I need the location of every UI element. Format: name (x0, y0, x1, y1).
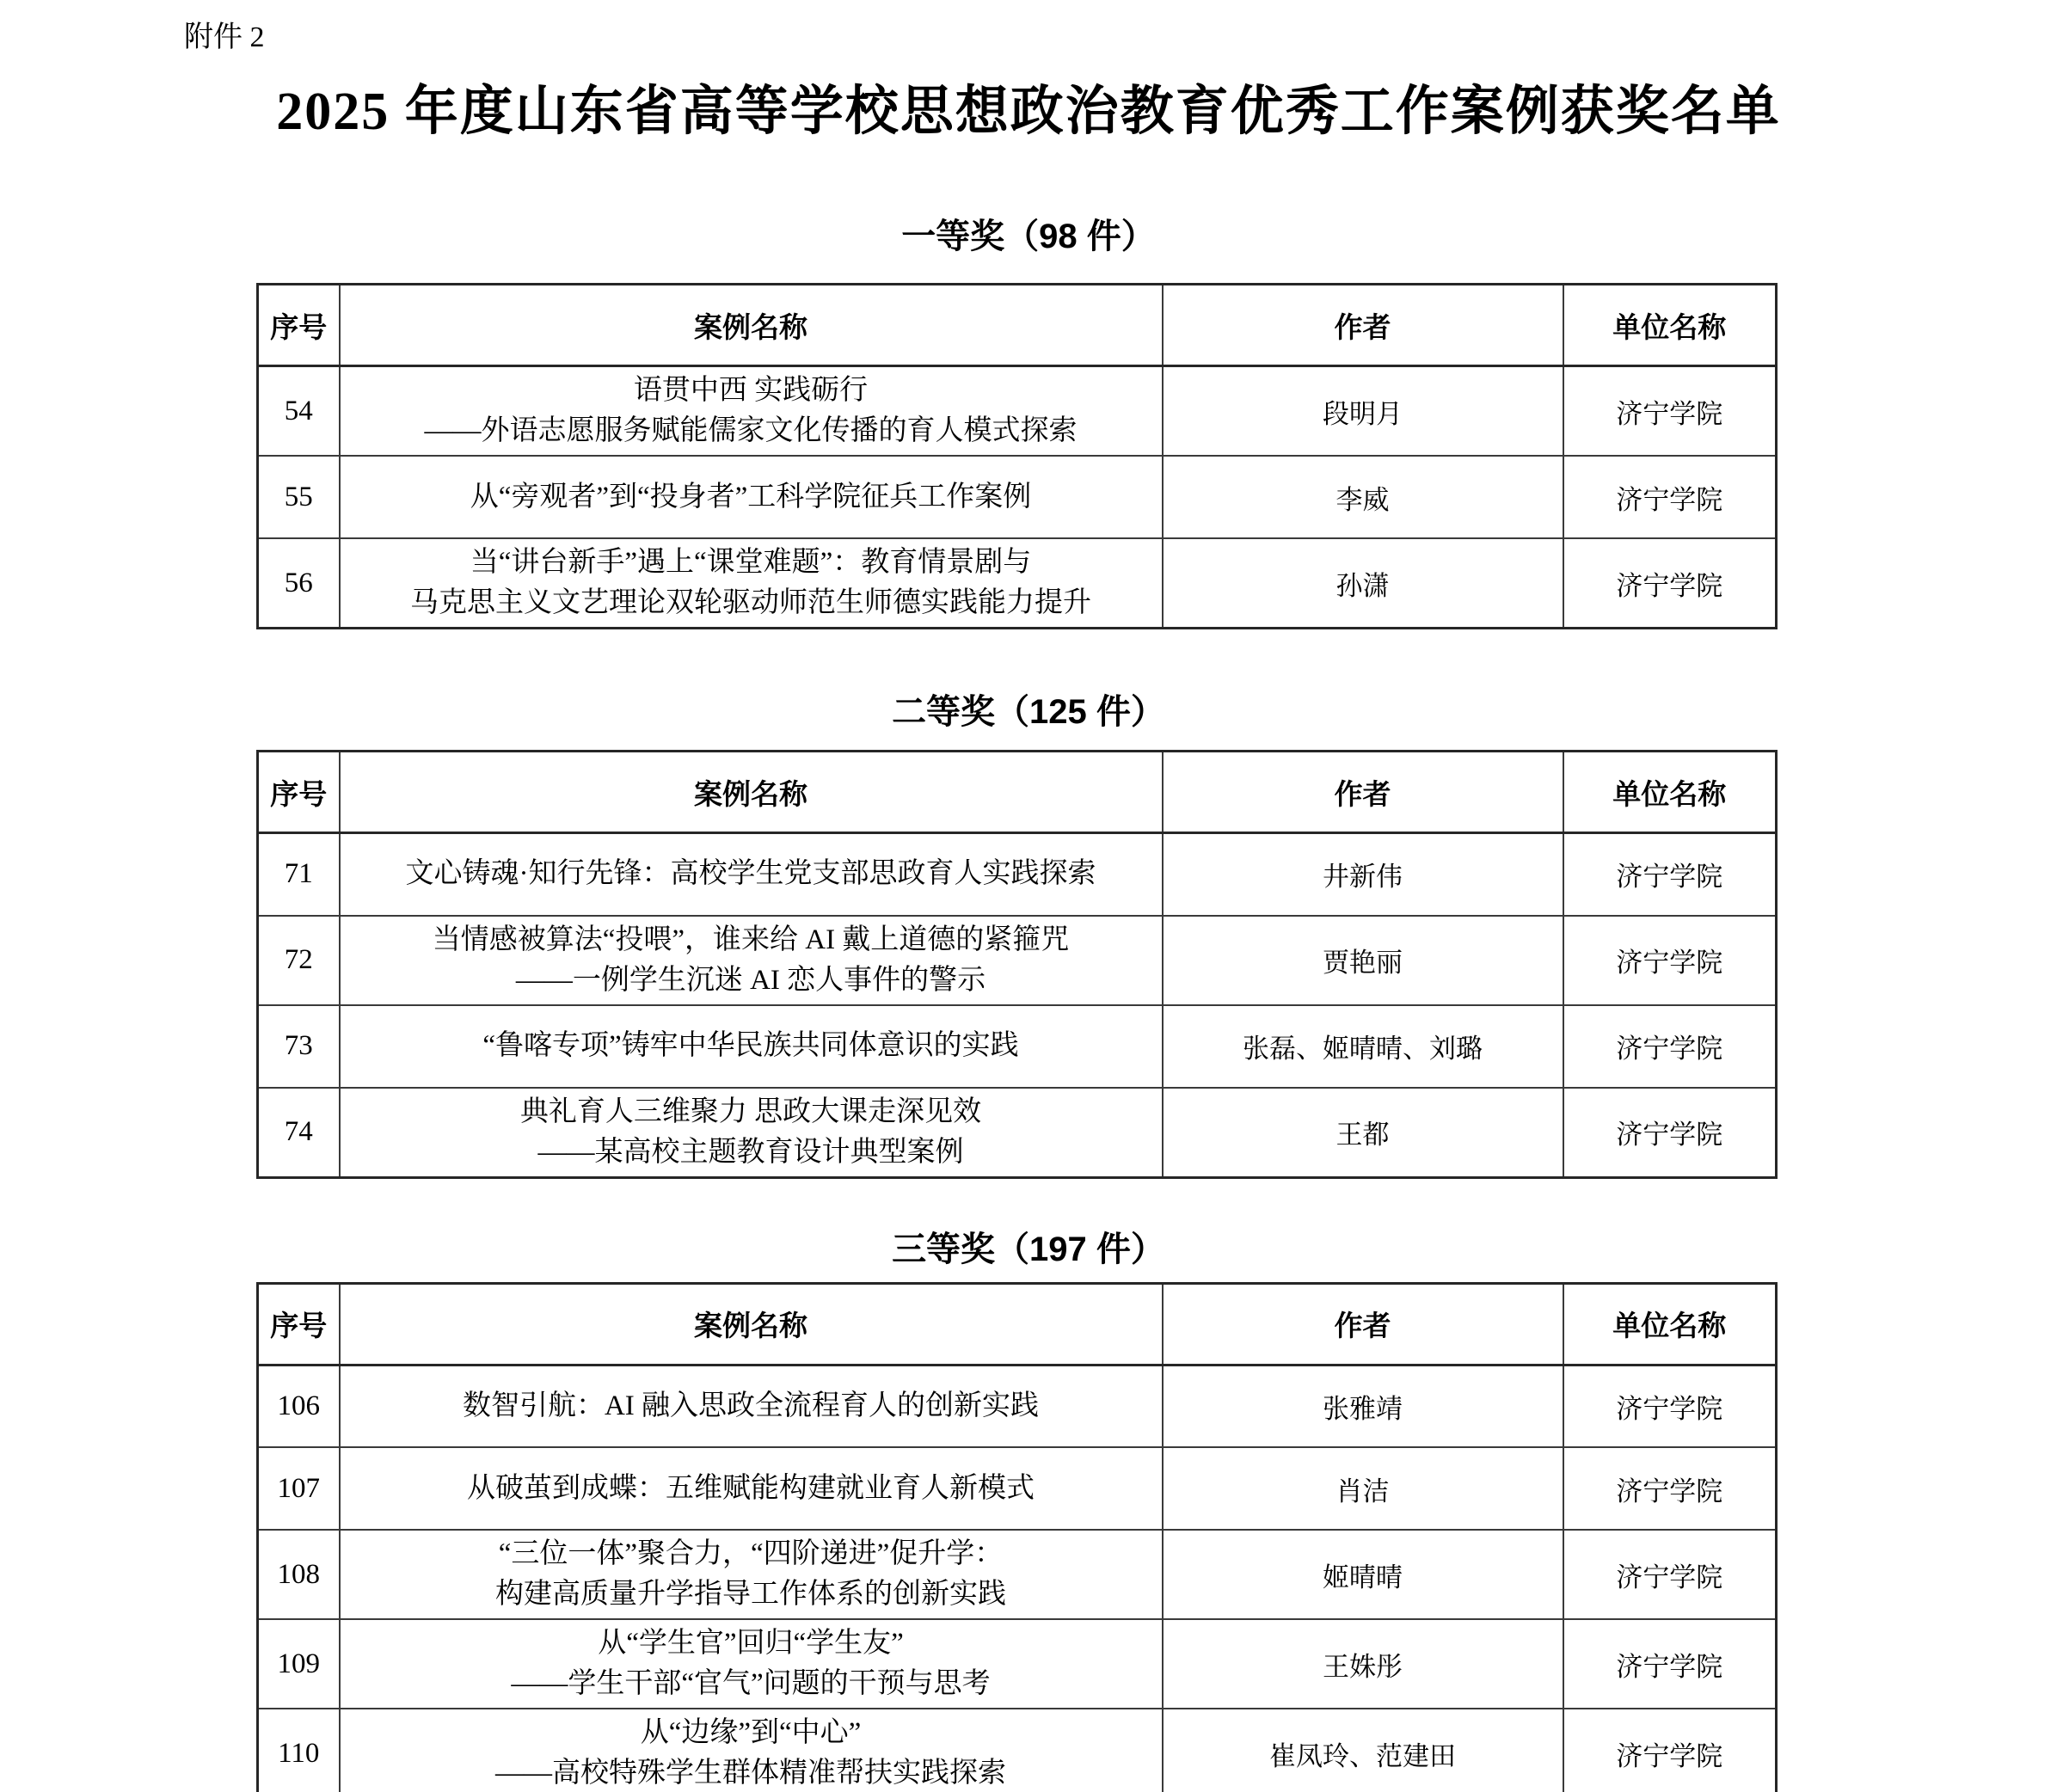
author-cell: 崔凤玲、范建田 (1163, 1709, 1563, 1792)
org-cell: 济宁学院 (1563, 1709, 1777, 1792)
author-cell: 贾艳丽 (1163, 916, 1563, 1005)
author-cell: 井新伟 (1163, 833, 1563, 916)
org-cell: 济宁学院 (1563, 916, 1777, 1005)
author-cell: 肖洁 (1163, 1447, 1563, 1530)
table-row (258, 1005, 1777, 1088)
case-number-cell: 54 (258, 366, 340, 457)
case-number-cell: 55 (258, 456, 340, 538)
case-name-cell (340, 1365, 1163, 1447)
section-heading-second-prize: 二等奖（125 件） (892, 693, 1165, 732)
column-header-author: 作者 (1163, 285, 1563, 366)
author-cell: 李威 (1163, 456, 1563, 538)
case-number-cell: 73 (258, 1005, 340, 1088)
case-name-cell (340, 916, 1163, 1005)
case-name-line: 文心铸魂·知行先锋：高校学生党支部思政育人实践探索 (405, 858, 1096, 890)
page-title: 2025 年度山东省高等学校思想政治教育优秀工作案例获奖名单 (276, 82, 1781, 141)
org-cell: 济宁学院 (1563, 1005, 1777, 1088)
case-name-line: ——高校特殊学生群体精准帮扶实践探索 (495, 1758, 1006, 1789)
column-header-case-name: 案例名称 (340, 752, 1163, 833)
case-name-line: 从破茧到成蝶：五维赋能构建就业育人新模式 (467, 1472, 1035, 1504)
section-heading-third-prize: 三等奖（197 件） (892, 1230, 1165, 1268)
author-cell: 王姝彤 (1163, 1619, 1563, 1709)
org-cell: 济宁学院 (1563, 456, 1777, 538)
case-name-cell (340, 366, 1163, 457)
author-cell: 段明月 (1163, 366, 1563, 457)
case-name-line: ——学生干部“官气”问题的干预与思考 (511, 1668, 991, 1700)
case-name-cell (340, 1709, 1163, 1792)
award-table-first-prize (256, 283, 1778, 629)
case-number-cell: 107 (258, 1447, 340, 1530)
case-number-cell: 72 (258, 916, 340, 1005)
case-number-cell: 71 (258, 833, 340, 916)
case-name-line: “鲁喀专项”铸牢中华民族共同体意识的实践 (482, 1030, 1019, 1062)
section-first-prize (0, 216, 2057, 629)
org-cell: 济宁学院 (1563, 1530, 1777, 1619)
case-name-line: 当“讲台新手”遇上“课堂难题”：教育情景剧与 (470, 547, 1032, 579)
org-cell: 济宁学院 (1563, 366, 1777, 457)
header-row (258, 752, 1777, 833)
column-header-org: 单位名称 (1563, 285, 1777, 366)
org-cell: 济宁学院 (1563, 833, 1777, 916)
case-number-cell: 56 (258, 538, 340, 629)
table-row (258, 1447, 1777, 1530)
table-header (258, 285, 1777, 366)
case-number-cell: 108 (258, 1530, 340, 1619)
org-cell: 济宁学院 (1563, 1619, 1777, 1709)
section-third-prize (0, 1229, 2057, 1792)
case-number-cell: 109 (258, 1619, 340, 1709)
table-row (258, 1619, 1777, 1709)
table-row (258, 1365, 1777, 1447)
case-name-line: 典礼育人三维聚力 思政大课走深见效 (519, 1095, 982, 1127)
case-name-line: 数智引航：AI 融入思政全流程育人的创新实践 (462, 1390, 1040, 1421)
table-row (258, 538, 1777, 629)
section-heading-first-prize: 一等奖（98 件） (901, 218, 1156, 256)
case-name-line: ——外语志愿服务赋能儒家文化传播的育人模式探索 (424, 415, 1078, 447)
author-cell: 孙潇 (1163, 538, 1563, 629)
table-row (258, 916, 1777, 1005)
table-row (258, 1088, 1777, 1178)
case-name-cell (340, 1447, 1163, 1530)
org-cell: 济宁学院 (1563, 1365, 1777, 1447)
author-cell: 张磊、姬晴晴、刘璐 (1163, 1005, 1563, 1088)
column-header-no: 序号 (258, 752, 340, 833)
table-header (258, 752, 1777, 833)
award-table-third-prize (256, 1282, 1778, 1792)
org-cell: 济宁学院 (1563, 538, 1777, 629)
case-name-cell (340, 538, 1163, 629)
table-header (258, 1283, 1777, 1365)
column-header-org: 单位名称 (1563, 1283, 1777, 1365)
column-header-case-name: 案例名称 (340, 1283, 1163, 1365)
case-number-cell: 110 (258, 1709, 340, 1792)
table-row (258, 366, 1777, 457)
case-name-line: 从“边缘”到“中心” (640, 1717, 862, 1749)
section-second-prize (0, 691, 2057, 1179)
case-name-line: 构建高质量升学指导工作体系的创新实践 (495, 1579, 1006, 1611)
case-name-line: ——某高校主题教育设计典型案例 (537, 1136, 964, 1168)
case-name-cell (340, 456, 1163, 538)
org-cell: 济宁学院 (1563, 1088, 1777, 1178)
author-cell: 张雅靖 (1163, 1365, 1563, 1447)
column-header-org: 单位名称 (1563, 752, 1777, 833)
column-header-no: 序号 (258, 1283, 340, 1365)
case-name-cell (340, 1530, 1163, 1619)
table-row (258, 833, 1777, 916)
header-row (258, 285, 1777, 366)
table-row (258, 1709, 1777, 1792)
case-name-line: 从“学生官”回归“学生友” (598, 1628, 904, 1660)
attachment-label: 附件 2 (184, 21, 265, 53)
org-cell: 济宁学院 (1563, 1447, 1777, 1530)
case-name-line: 从“旁观者”到“投身者”工科学院征兵工作案例 (470, 481, 1032, 512)
column-header-author: 作者 (1163, 752, 1563, 833)
author-cell: 姬晴晴 (1163, 1530, 1563, 1619)
case-name-cell (340, 833, 1163, 916)
case-name-cell (340, 1619, 1163, 1709)
case-name-cell (340, 1005, 1163, 1088)
author-cell: 王都 (1163, 1088, 1563, 1178)
column-header-author: 作者 (1163, 1283, 1563, 1365)
header-row (258, 1283, 1777, 1365)
case-name-line: 当情感被算法“投喂”，谁来给 AI 戴上道德的紧箍咒 (432, 924, 1070, 955)
case-name-line: ——一例学生沉迷 AI 恋人事件的警示 (515, 964, 986, 996)
column-header-case-name: 案例名称 (340, 285, 1163, 366)
case-name-line: “三位一体”聚合力，“四阶递进”促升学： (498, 1538, 1004, 1570)
table-row (258, 1530, 1777, 1619)
column-header-no: 序号 (258, 285, 340, 366)
award-table-second-prize (256, 750, 1778, 1179)
case-name-cell (340, 1088, 1163, 1178)
case-number-cell: 74 (258, 1088, 340, 1178)
case-name-line: 语贯中西 实践砺行 (633, 375, 869, 407)
table-row (258, 456, 1777, 538)
case-name-line: 马克思主义文艺理论双轮驱动师范生师德实践能力提升 (410, 587, 1091, 619)
case-number-cell: 106 (258, 1365, 340, 1447)
